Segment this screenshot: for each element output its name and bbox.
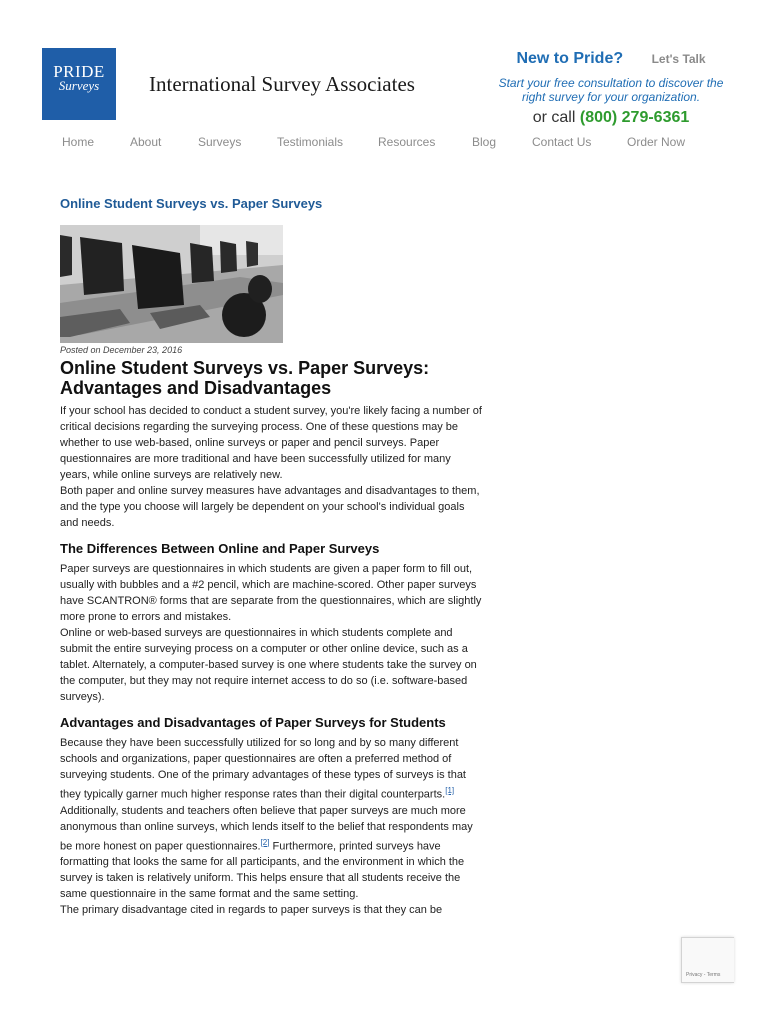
paragraph: Paper surveys are questionnaires in which students are given a paper form to fill out, usually with bubbles and a #2 pencil, which are machine-scored. Other paper surveys have SCANTRON® forms that are separate from the questionnaires, which are slightly more prone to errors and mistakes. [60,563,482,623]
pride-surveys-logo[interactable] [42,48,116,120]
cta-title: New to Pride? [516,50,624,67]
post-date: Posted on December 23, 2016 [60,345,183,355]
nav-blog[interactable]: Blog [472,135,497,149]
paragraph: Online or web-based surveys are questionnaires in which students complete and submit the entire surveying process on a computer or other online device, such as a tablet. Alternately, a computer-based survey is one where students take the survey on the computer, but they may not require internet access to do so (i.e. software-based surveys). [60,627,477,703]
footnote-link-1[interactable]: [1] [445,786,455,795]
logo-text-pride: PRIDE [53,62,105,81]
computer-lab-image [60,225,283,343]
recaptcha-badge[interactable] [681,937,734,983]
paragraph: The primary disadvantage cited in regards to paper surveys is that they can be [60,904,443,917]
nav-surveys[interactable]: Surveys [198,135,242,149]
nav-testimonials[interactable]: Testimonials [277,135,344,149]
section-heading: Advantages and Disadvantages of Paper Surveys for Students [60,715,446,730]
paragraph: Both paper and online survey measures have advantages and disadvantages to them, and the type you choose will largely be dependent on your school's individual goals and needs. [60,485,480,529]
paragraph-text: Additionally, students and teachers often believe that paper surveys are much more anonymous than online surveys, which lends itself to the belief that respondents may be more honest on paper questionnaires. [60,804,473,853]
section-heading: The Differences Between Online and Paper Surveys [60,541,380,556]
footnote-link-2[interactable]: [2] [260,837,270,847]
nav-contact-us[interactable]: Contact Us [532,135,592,149]
page-title: Online Student Surveys vs. Paper Surveys [60,196,323,211]
paragraph-text: Furthermore, printed surveys have formatting that looks the same for all participants, and the environment in which the survey is taken is relatively uniform. This helps ensure that all students receive the same questionnaire in the same format and the same setting. [60,840,465,901]
article-body [60,403,483,918]
article-title: Online Student Surveys vs. Paper Surveys: Advantages and Disadvantages [60,358,430,398]
nav-order-now[interactable]: Order Now [627,135,686,149]
computer-lab-illustration [60,225,283,343]
nav-about[interactable]: About [130,135,162,149]
paragraph-with-footnote-2 [60,803,483,903]
consultation-cta [486,50,736,127]
lets-talk-link[interactable]: Let's Talk [651,52,706,66]
paragraph-text: Because they have been successfully utilized for so long and by so many different schools and organizations, paper questionnaires are often a preferred method of surveying students. One of the primary advantages of these types of surveys is that they typically garner much higher response rates than their digital counterparts. [60,737,466,801]
nav-resources[interactable]: Resources [378,135,436,149]
main-nav [62,135,722,151]
call-prefix: or call [532,109,576,126]
paragraph-with-footnote-1 [60,735,483,803]
captcha-privacy-terms[interactable]: Privacy - Terms [686,972,721,978]
nav-home[interactable]: Home [62,135,95,149]
paragraph: If your school has decided to conduct a student survey, you're likely facing a number of critical decisions regarding the surveying process. One of these questions may be whether to use web-based, online surveys or paper and pencil surveys. Paper questionnaires are more traditional and have been successfully utilized for many years, while online surveys are relatively new. [60,405,482,481]
cta-subtitle: Start your free consultation to discover the right survey for your organization. [498,76,724,104]
logo-text-surveys: Surveys [58,78,100,93]
company-name: International Survey Associates [149,72,415,96]
phone-number-link[interactable]: (800) 279-6361 [579,109,690,126]
